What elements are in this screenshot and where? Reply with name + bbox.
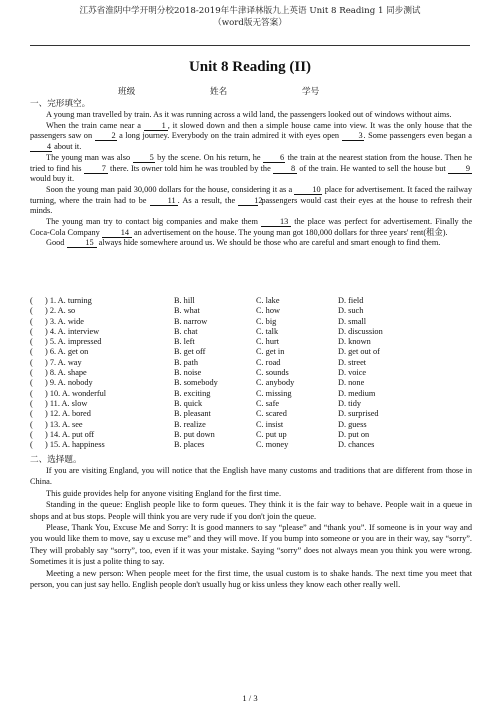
- text-run: Good: [46, 238, 65, 248]
- text-run: Soon the young man paid 30,000 dollars for the house, considering it as a: [46, 184, 293, 194]
- text-run: always hide somewhere around us. We should be those who are careful and smart enough to find them.: [98, 238, 441, 248]
- option-b: B. pleasant: [174, 409, 211, 419]
- option-c: C. talk: [256, 326, 279, 336]
- option-c: C. sounds: [256, 368, 289, 378]
- option-b: B. realize: [174, 419, 206, 429]
- cloze-paragraph-6: [30, 238, 472, 249]
- answer-paren: (: [30, 326, 33, 336]
- option-question: ) 2. A. so: [45, 306, 76, 316]
- answer-paren: (: [30, 440, 33, 450]
- option-question: ) 10. A. wonderful: [45, 388, 107, 398]
- header-line-2: （word版无答案）: [213, 18, 287, 28]
- blank-4: 4: [30, 143, 52, 152]
- option-d: D. known: [338, 337, 371, 347]
- option-d: D. field: [338, 296, 364, 305]
- option-b: B. path: [174, 357, 198, 367]
- option-d: D. get out of: [338, 347, 380, 357]
- option-d: D. such: [338, 306, 364, 316]
- option-question: ) 11. A. slow: [45, 398, 88, 408]
- blank-7: 7: [84, 165, 108, 174]
- cloze-paragraph-4: [30, 185, 472, 217]
- header-divider: [30, 45, 470, 46]
- option-question: ) 9. A. nobody: [45, 378, 93, 388]
- text-run: by the scene. On his return, he: [157, 152, 261, 162]
- option-d: D. none: [338, 378, 365, 388]
- option-c: C. lake: [256, 296, 280, 305]
- option-c: C. safe: [256, 398, 280, 408]
- text-run: a long journey. Everybody on the train admired it with eyes open: [119, 131, 340, 141]
- option-c: C. insist: [256, 419, 284, 429]
- blank-8: 8: [273, 165, 297, 174]
- option-d: D. chances: [338, 440, 375, 450]
- option-d: D. put on: [338, 429, 370, 439]
- option-b: B. somebody: [174, 378, 218, 388]
- name-label: 姓名: [210, 87, 228, 97]
- option-c: C. money: [256, 440, 289, 450]
- section-2-heading: 二、选择题。: [30, 455, 82, 465]
- option-b: B. hill: [174, 296, 195, 305]
- option-b: B. chat: [174, 326, 198, 336]
- option-b: B. exciting: [174, 388, 211, 398]
- text-run: passengers would cast their eyes at the house to refresh their minds.: [30, 195, 473, 216]
- option-c: C. anybody: [256, 378, 295, 388]
- option-c: C. big: [256, 316, 277, 326]
- header-line-1: 江苏省淮阴中学开明分校2018-2019年牛津译林版九上英语 Unit 8 Reading 1 同步测试: [79, 6, 421, 16]
- text-run: the place was perfect for advertisement. Finally the Coca-Cola Company: [30, 217, 473, 237]
- text-run: would buy it.: [30, 174, 75, 184]
- answer-paren: (: [30, 306, 33, 316]
- option-d: D. surprised: [338, 409, 379, 419]
- option-question: ) 12. A. bored: [45, 409, 91, 419]
- number-label: 学号: [302, 87, 320, 97]
- text-run: there. Its owner told him he was troubled by the: [110, 163, 271, 173]
- text-run: of the train. He wanted to sell the house but: [299, 163, 446, 173]
- option-d: D. discussion: [338, 326, 383, 336]
- cloze-paragraph-1: A young man travelled by train. As it was running across a wild land, the passengers looked out of windows without aims.: [46, 110, 452, 119]
- reading-paragraph-3: Standing in the queue: English people like to form queues. They think it is the fair way to behave. People wait in a queue in shops and at bus stops. People will think you are very rude if you don't join the queue.: [30, 500, 472, 521]
- reading-paragraph-5: Meeting a new person: When people meet for the first time, the usual custom is to shake hands. The next time you meet that person, you can just say hello. English people don't usually hug or kiss unless they know each other really well.: [30, 568, 472, 590]
- option-question: ) 14. A. put off: [45, 429, 95, 439]
- option-d: D. small: [338, 316, 367, 326]
- option-d: D. medium: [338, 388, 376, 398]
- blank-1: 1: [144, 122, 168, 131]
- cloze-passage: [30, 110, 472, 249]
- option-d: D. tidy: [338, 398, 362, 408]
- blank-10: 10: [294, 186, 322, 195]
- option-question: ) 5. A. impressed: [45, 337, 102, 347]
- option-question: ) 4. A. interview: [45, 326, 100, 336]
- answer-paren: (: [30, 296, 33, 305]
- answer-paren: (: [30, 409, 33, 419]
- option-c: C. hurt: [256, 337, 280, 347]
- option-c: C. missing: [256, 388, 292, 398]
- answer-paren: (: [30, 378, 33, 388]
- option-question: ) 15. A. happiness: [45, 440, 105, 450]
- option-b: B. get off: [174, 347, 206, 357]
- blank-6: 6: [263, 154, 285, 163]
- class-label: 班级: [118, 87, 136, 97]
- option-c: C. get in: [256, 347, 285, 357]
- text-run: , it slowed down and then a simple house came into view. It was the only house that the passengers saw on: [30, 120, 472, 141]
- blank-2: 2: [95, 132, 117, 141]
- option-question: ) 8. A. shape: [45, 368, 87, 378]
- option-b: B. left: [174, 337, 195, 347]
- blank-14: 14: [102, 229, 132, 238]
- section-1-heading: 一、完形填空。: [30, 99, 91, 109]
- option-b: B. places: [174, 440, 205, 450]
- cloze-paragraph-5: [30, 217, 472, 238]
- page-title: Unit 8 Reading (II): [188, 59, 312, 75]
- answer-paren: (: [30, 357, 33, 367]
- text-run: The young man was also: [46, 152, 131, 162]
- text-run: The young man try to contact big companies and make them: [46, 217, 258, 227]
- option-question: ) 1. A. turning: [45, 296, 92, 305]
- blank-15: 15: [67, 239, 97, 248]
- page-number: 1 / 3: [242, 693, 258, 703]
- answer-paren: (: [30, 398, 33, 408]
- reading-paragraph-4: Please, Thank You, Excuse Me and Sorry: It is good manners to say “please” and “thank you”. If someone is in your way and you would like them to move, say u excuse me” and they will move. If you bump into someone or you are in their way, say “sorry”. They will probably say “sorry”, too, even if it was your mistake. Saying “sorry” does not always mean you think you were wrong. Sometimes it is just a polite thing to say.: [30, 523, 472, 567]
- blank-11: 11: [150, 197, 178, 206]
- text-run: . Some passengers even began a: [363, 131, 472, 141]
- reading-passage: [30, 465, 472, 590]
- blank-12: 12: [238, 197, 258, 206]
- option-c: C. put up: [256, 429, 287, 439]
- option-b: B. quick: [174, 398, 203, 408]
- text-run: . As a result, the: [177, 195, 236, 205]
- option-d: D. voice: [338, 368, 367, 378]
- answer-paren: (: [30, 316, 33, 326]
- answer-paren: (: [30, 337, 33, 347]
- blank-5: 5: [133, 154, 155, 163]
- option-d: D. guess: [338, 419, 367, 429]
- option-b: B. what: [174, 306, 200, 316]
- option-c: C. how: [256, 306, 280, 316]
- option-c: C. scared: [256, 409, 287, 419]
- option-question: ) 7. A. way: [45, 357, 82, 367]
- text-run: an advertisement on the house. The young man got 180,000 dollars for three years' rent(租金).: [133, 227, 448, 237]
- text-run: place for advertisement. It faced the railway turning, where the train had to be: [30, 184, 473, 205]
- answer-paren: (: [30, 429, 33, 439]
- reading-paragraph-2: This guide provides help for anyone visiting England for the first time.: [46, 488, 282, 498]
- option-b: B. put down: [174, 429, 215, 439]
- answer-paren: (: [30, 388, 33, 398]
- option-question: ) 6. A. get on: [45, 347, 89, 357]
- option-question: ) 3. A. wide: [45, 316, 84, 326]
- blank-3: 3: [342, 132, 364, 141]
- answer-paren: (: [30, 419, 33, 429]
- answer-paren: (: [30, 368, 33, 378]
- option-question: ) 13. A. see: [45, 419, 83, 429]
- option-b: B. narrow: [174, 316, 208, 326]
- option-c: C. road: [256, 357, 281, 367]
- cloze-paragraph-3: [30, 153, 472, 185]
- text-run: the train at the nearest station from the house. Then he tried to find his: [30, 152, 473, 173]
- option-b: B. noise: [174, 368, 202, 378]
- cloze-paragraph-2: [30, 121, 472, 153]
- blank-13: 13: [261, 218, 291, 227]
- page-header: [0, 0, 500, 29]
- text-run: about it.: [54, 142, 82, 152]
- reading-paragraph-1: If you are visiting England, you will notice that the English have many customs and traditions that are different from those in China.: [30, 466, 472, 487]
- option-d: D. street: [338, 357, 367, 367]
- blank-9: 9: [448, 165, 472, 174]
- text-run: When the train came near a: [46, 120, 141, 130]
- answer-paren: (: [30, 347, 33, 357]
